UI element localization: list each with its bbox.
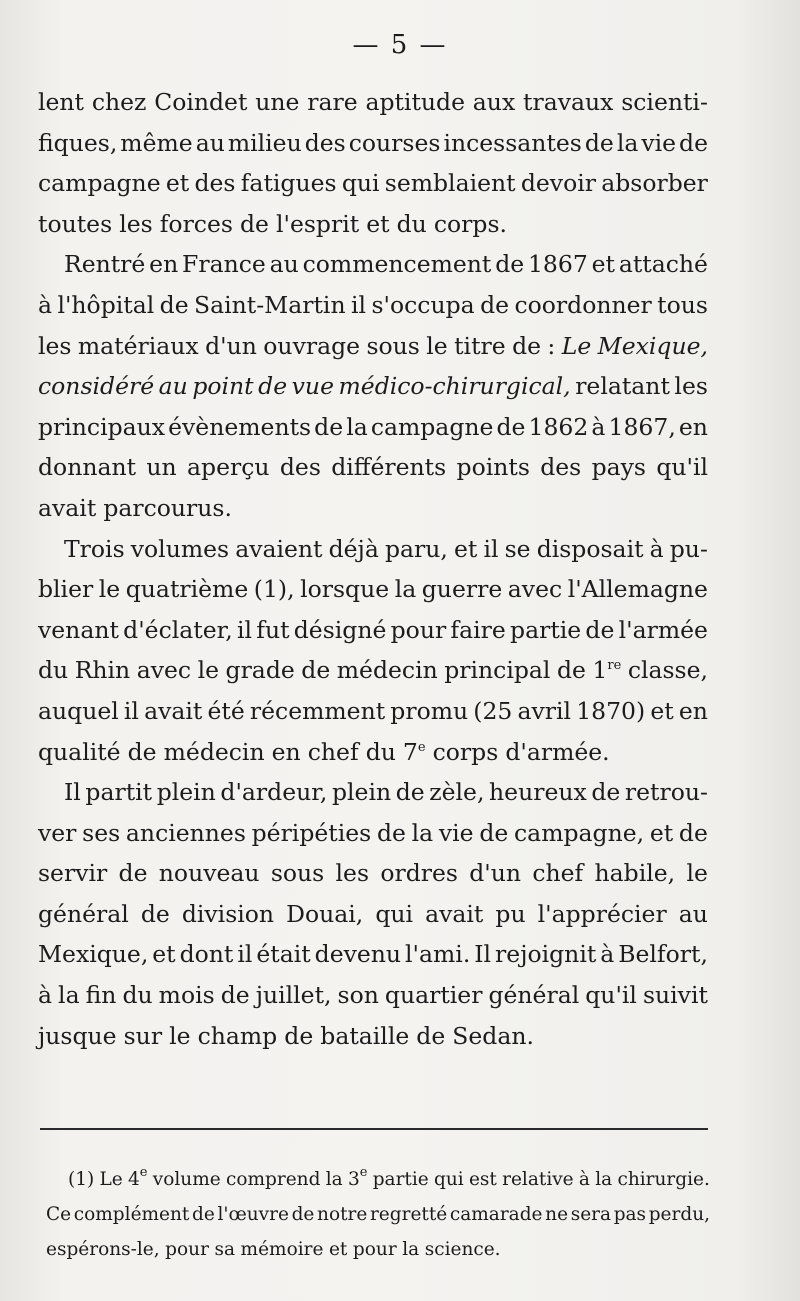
footnote-line: (1) Le 4e volume comprend la 3e partie qui est relative à la chirurgie. xyxy=(68,1165,710,1190)
text-line: auquel il avait été récemment promu (25 avril 1870) et en xyxy=(38,696,708,725)
text-line: ver ses anciennes péripéties de la vie de campagne, et de xyxy=(38,818,708,847)
text-line: du Rhin avec le grade de médecin principal de 1re classe, xyxy=(38,656,708,685)
text-line: général de division Douai, qui avait pu l'apprécier au xyxy=(38,899,708,928)
text-line: lent chez Coindet une rare aptitude aux travaux scienti- xyxy=(38,88,708,116)
text-line: Trois volumes avaient déjà paru, et il se disposait à pu- xyxy=(64,534,708,563)
text-line: considéré au point de vue médico-chirurgical, relatant les xyxy=(38,372,708,401)
footnote-line: espérons-le, pour sa mémoire et pour la science. xyxy=(46,1239,501,1260)
text-line: à la fin du mois de juillet, son quartier général qu'il suivit xyxy=(38,981,708,1010)
text-line: avait parcourus. xyxy=(38,493,232,522)
text-line: jusque sur le champ de bataille de Sedan. xyxy=(38,1021,534,1050)
text-line: donnant un aperçu des différents points des pays qu'il xyxy=(38,453,708,482)
footnote-line: Ce complément de l'œuvre de notre regretté camarade ne sera pas perdu, xyxy=(46,1204,710,1225)
footnote xyxy=(46,1162,710,1267)
text-line: campagne et des fatigues qui semblaient devoir absorber xyxy=(38,169,708,198)
text-line: qualité de médecin en chef du 7e corps d'armée. xyxy=(38,737,610,766)
text-line: Il partit plein d'ardeur, plein de zèle, heureux de retrou- xyxy=(64,778,708,807)
text-line: servir de nouveau sous les ordres d'un chef habile, le xyxy=(38,859,708,888)
text-line: fiques, même au milieu des courses incessantes de la vie de xyxy=(38,128,708,157)
text-line: principaux évènements de la campagne de 1862 à 1867, en xyxy=(38,412,708,441)
text-line: à l'hôpital de Saint-Martin il s'occupa de coordonner tous xyxy=(38,290,708,319)
text-line: blier le quatrième (1), lorsque la guerre avec l'Allemagne xyxy=(38,575,708,604)
page-number: — 5 — xyxy=(352,30,448,60)
body-text xyxy=(38,82,708,1056)
text-line: Rentré en France au commencement de 1867 et attaché xyxy=(64,250,708,279)
text-line: Mexique, et dont il était devenu l'ami. Il rejoignit à Belfort, xyxy=(38,940,708,969)
text-line: les matériaux d'un ouvrage sous le titre de : Le Mexique, xyxy=(38,331,708,360)
footnote-divider xyxy=(40,1128,708,1130)
text-line: venant d'éclater, il fut désigné pour faire partie de l'armée xyxy=(38,615,708,644)
text-line: toutes les forces de l'esprit et du corps. xyxy=(38,209,507,238)
